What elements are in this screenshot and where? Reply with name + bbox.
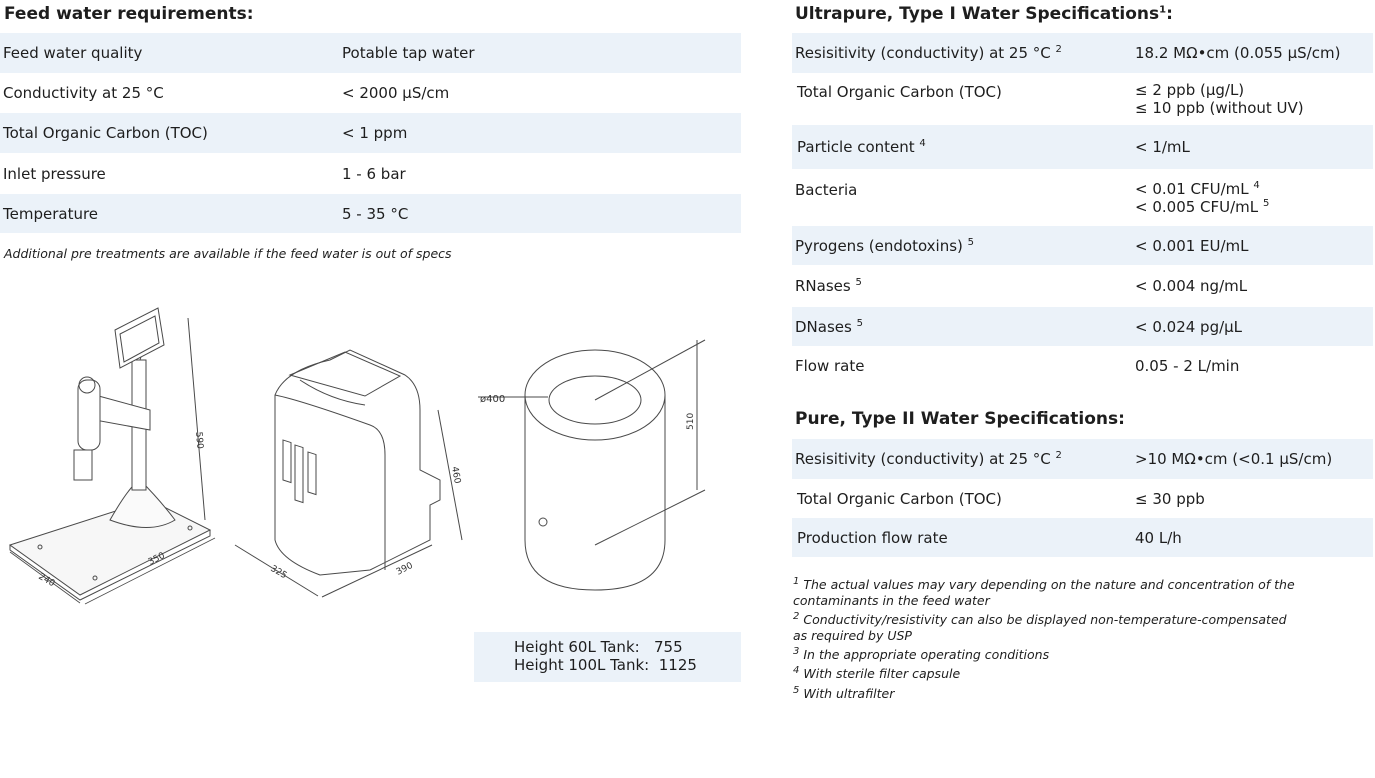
feed-value: Potable tap water [339, 33, 741, 73]
unit-drawing [235, 350, 462, 597]
footnote: $^3$ In the appropriate operating conditions [793, 646, 1050, 663]
footnote: $^2$ Conductivity/resistivity can also be displayed non-temperature-compensated [793, 611, 1287, 628]
type1-label: Bacteria [795, 180, 858, 199]
type2-title: Pure, Type II Water Specifications: [795, 409, 1125, 429]
type1-value: < 1/mL [1132, 125, 1373, 169]
footnote: $^4$ With sterile filter capsule [793, 665, 961, 682]
table-row [0, 73, 741, 113]
table-row [792, 307, 1373, 346]
type1-value: < 0.01 CFU/mL $^4$ < 0.005 CFU/mL $^5$ [1135, 179, 1270, 216]
type1-value: < 0.024 pg/μL [1132, 307, 1373, 346]
table-row [792, 226, 1373, 265]
tank-diameter-label: ø400 [480, 394, 506, 405]
table-row [0, 33, 741, 73]
type1-label: DNases $^5$ [792, 307, 1132, 346]
dispenser-drawing [10, 308, 215, 604]
table-row [792, 73, 1373, 125]
feed-note: Additional pre treatments are available if the feed water is out of specs [4, 246, 452, 261]
type2-table [792, 439, 1373, 557]
feed-label: Feed water quality [0, 33, 339, 73]
type2-value: 40 L/h [1132, 518, 1373, 557]
tank-height-60l: Height 60L Tank: 755 [514, 638, 683, 656]
table-row [792, 33, 1373, 73]
dimension-drawing [0, 290, 740, 610]
type2-label: Resisitivity (conductivity) at 25 °C $^2$ [792, 439, 1132, 479]
table-row [792, 346, 1373, 386]
dispenser-height-label: 590 [193, 431, 205, 450]
type1-value: ≤ 2 ppb (μg/L) ≤ 10 ppb (without UV) [1135, 81, 1304, 117]
table-row [0, 153, 741, 194]
type2-value: ≤ 30 ppb [1135, 489, 1205, 508]
table-row [792, 518, 1373, 557]
feed-label: Conductivity at 25 °C [3, 84, 164, 102]
table-row [792, 265, 1373, 307]
type1-label: Total Organic Carbon (TOC) [797, 83, 1002, 101]
type1-title-suffix: : [1166, 4, 1173, 24]
type1-value: 0.05 - 2 L/min [1135, 357, 1240, 375]
feed-value: < 1 ppm [339, 113, 741, 153]
type1-title-sup: 1 [1159, 4, 1167, 16]
table-row [792, 479, 1373, 518]
type1-value: 18.2 MΩ•cm (0.055 μS/cm) [1132, 33, 1373, 73]
tank-height-label: 510 [686, 412, 696, 430]
feed-label: Temperature [0, 194, 339, 233]
feed-label: Total Organic Carbon (TOC) [0, 113, 339, 153]
tank-heights-box [474, 632, 741, 682]
table-row [0, 194, 741, 233]
unit-height-label: 460 [449, 465, 462, 485]
type1-title-text: Ultrapure, Type I Water Specifications [795, 4, 1160, 24]
type1-label: RNases $^5$ [795, 277, 862, 295]
table-row [792, 125, 1373, 169]
unit-width-label: 325 [268, 563, 289, 582]
footnotes [793, 574, 1295, 702]
feed-label: Inlet pressure [3, 164, 106, 183]
type2-label: Production flow rate [792, 518, 1132, 557]
type1-label: Pyrogens (endotoxins) $^5$ [792, 226, 1132, 265]
footnote-continuation: as required by USP [793, 628, 912, 644]
feed-table [0, 33, 741, 233]
footnote: $^1$ The actual values may vary depending on the nature and concentration of the [793, 576, 1295, 593]
footnote-continuation: contaminants in the feed water [793, 593, 990, 609]
feed-value: 5 - 35 °C [339, 194, 741, 233]
tank-drawing [478, 340, 705, 590]
type1-value: < 0.004 ng/mL [1135, 277, 1248, 295]
type1-label: Particle content $^4$ [792, 125, 1132, 169]
type2-label: Total Organic Carbon (TOC) [797, 489, 1002, 508]
tank-height-100l: Height 100L Tank: 1125 [514, 656, 697, 674]
feed-title: Feed water requirements: [4, 4, 254, 24]
type1-label: Resisitivity (conductivity) at 25 °C $^2$ [792, 33, 1132, 73]
type1-label: Flow rate [795, 357, 865, 375]
type1-title [795, 4, 1173, 24]
footnote: $^5$ With ultrafilter [793, 684, 895, 701]
dispenser-depth-label: 350 [146, 550, 167, 568]
feed-value: 1 - 6 bar [342, 164, 406, 183]
dispenser-width-label: 240 [36, 571, 57, 590]
unit-depth-label: 390 [394, 560, 415, 578]
table-row [792, 439, 1373, 479]
type1-table [792, 33, 1373, 386]
feed-value: < 2000 μS/cm [342, 84, 450, 102]
type2-value: >10 MΩ•cm (<0.1 μS/cm) [1132, 439, 1373, 479]
table-row [0, 113, 741, 153]
table-row [792, 169, 1373, 226]
type1-value: < 0.001 EU/mL [1132, 226, 1373, 265]
